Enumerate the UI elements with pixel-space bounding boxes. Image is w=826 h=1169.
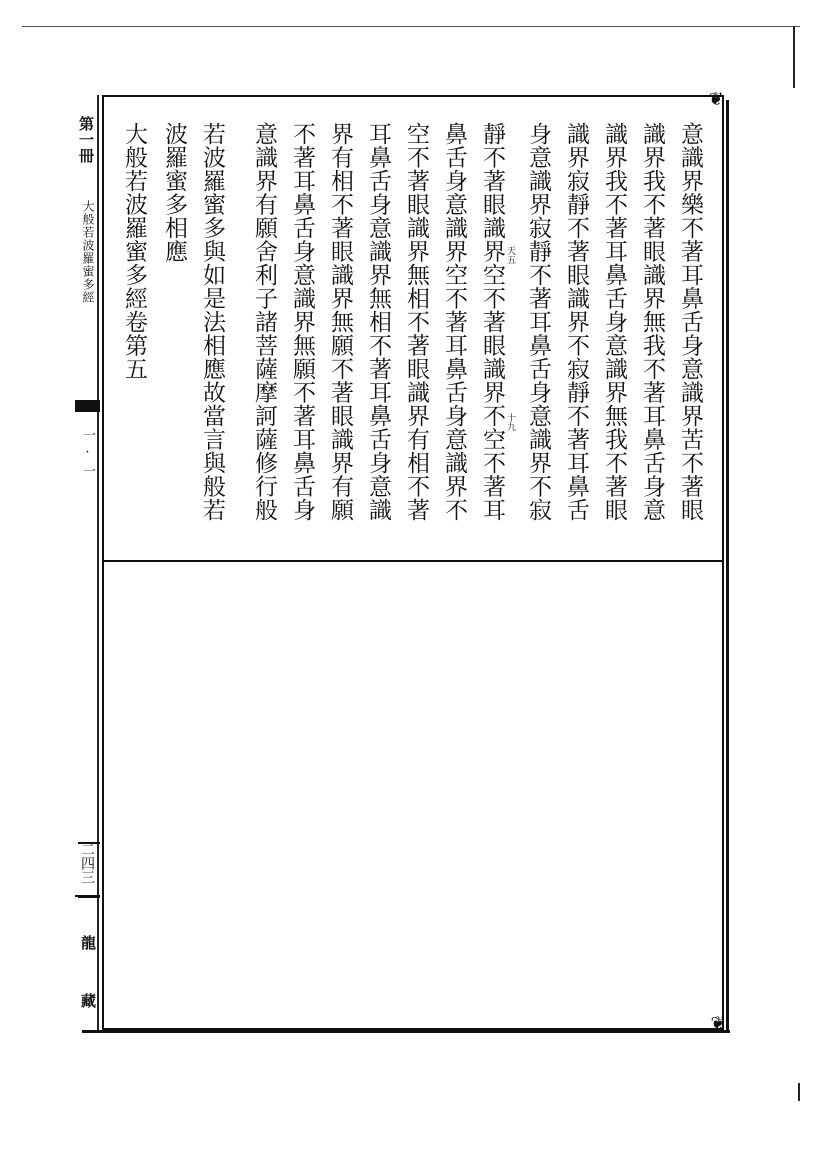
- interlinear-note-1: 天五: [505, 246, 515, 264]
- text-column-10: 界有相不著眼識界無願不著眼識界有願: [327, 122, 353, 522]
- frame-divider: [102, 560, 724, 562]
- top-rule: [22, 26, 800, 27]
- text-column-4: 識界寂靜不著眼識界不寂靜不著耳鼻舌: [563, 122, 589, 522]
- spine-page-group: 一·一: [80, 428, 95, 481]
- text-column-9: 耳鼻舌身意識界無相不著耳鼻舌身意識: [365, 122, 391, 522]
- right-edge-mark: [793, 26, 795, 88]
- frame-bottom-border: [82, 1030, 730, 1033]
- spine-block-mark: [75, 400, 100, 412]
- text-column-6: 靜不著眼識界空不著眼識界不空不著耳: [479, 122, 505, 522]
- spine-volume-label: 第一冊: [77, 116, 95, 164]
- spine-seal-dragon: 龍: [81, 934, 97, 952]
- text-column-13: 若波羅蜜多與如是法相應故當言與般若: [199, 122, 225, 522]
- text-column-8: 空不著眼識界無相不著眼識界有相不著: [403, 122, 429, 522]
- corner-ornament-icon: ❦: [710, 1013, 726, 1034]
- spine-sutra-title: 大般若波羅蜜多經: [81, 200, 95, 304]
- bottom-edge-mark: [798, 1083, 800, 1101]
- interlinear-note-2: 十九: [505, 413, 515, 431]
- text-column-3: 識界我不著耳鼻舌身意識界無我不著眼: [601, 122, 627, 522]
- closing-title: 大般若波羅蜜多經卷第五: [121, 122, 147, 381]
- spine-seal-canon: 藏: [81, 992, 97, 1010]
- spine-rule: [97, 95, 99, 1032]
- text-column-14: 波羅蜜多相應: [161, 122, 187, 263]
- text-column-7: 鼻舌身意識界空不著耳鼻舌身意識界不: [441, 122, 467, 522]
- text-column-1: 意識界樂不著耳鼻舌身意識界苦不著眼: [677, 122, 703, 522]
- text-column-2: 識界我不著眼識界無我不著耳鼻舌身意: [639, 122, 665, 522]
- spine-page-number: 二四三: [79, 842, 95, 884]
- text-column-5: 身意識界寂靜不著耳鼻舌身意識界不寂: [525, 122, 551, 522]
- spine-rule-lower: [75, 895, 100, 897]
- frame-right-border: [726, 100, 729, 1030]
- corner-ornament-icon: ❦: [708, 89, 724, 110]
- text-column-12: 意識界有願舍利子諸菩薩摩訶薩修行般: [251, 122, 277, 522]
- text-column-11: 不著耳鼻舌身意識界無願不著耳鼻舌身: [289, 122, 315, 522]
